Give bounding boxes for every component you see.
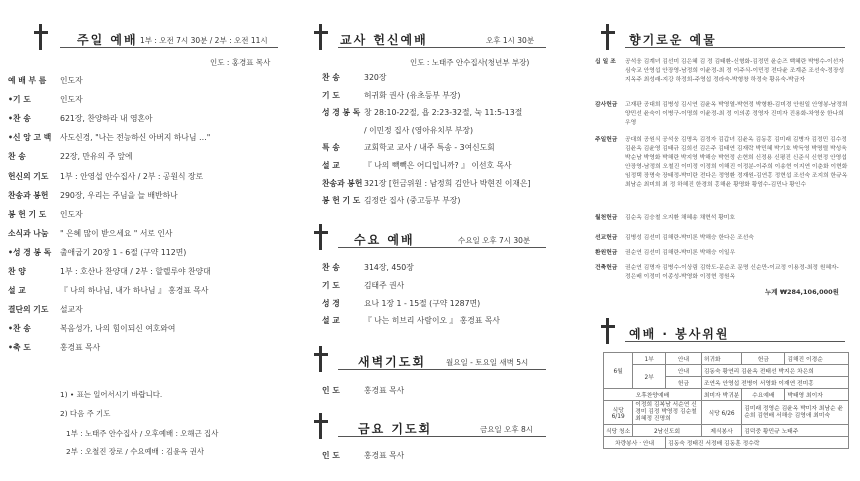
teacher-leader: 인도 : 노태주 안수집사(청년부 부장) xyxy=(410,58,530,67)
order-text: 314장, 450장 xyxy=(364,263,414,272)
service-cell: 안내 xyxy=(666,365,702,377)
fund-name: 환원헌금 xyxy=(595,250,618,256)
order-label: 인 도 xyxy=(322,386,340,395)
note-line: 2) 다음 주 기도 xyxy=(60,409,111,418)
cross-icon xyxy=(34,24,48,50)
service-cell: 식당 6/19 xyxy=(604,401,633,425)
wednesday-time: 수요일 오후 7시 30분 xyxy=(458,236,531,245)
order-label: 소식과 나눔 xyxy=(8,228,49,238)
order-text: 1부 : 호산나 찬양대 / 2부 : 할렐루야 찬양대 xyxy=(60,267,211,276)
service-cell: 2부 xyxy=(633,365,666,389)
order-text: 김정란 집사 (중고등부 부장) xyxy=(364,196,461,206)
order-text: 321장 [헌금위원 : 남정희 김안나 박현진 이재은] xyxy=(364,178,531,188)
order-label: 헌신의 기도 xyxy=(8,171,49,181)
order-item xyxy=(322,160,512,171)
order-label: 찬송과 봉헌 xyxy=(8,190,49,200)
service-cell: 식당 6/26 xyxy=(701,401,741,425)
order-text: 홍경표 목사 xyxy=(364,386,405,395)
note-line: 2부 : 오철진 장로 / 수요예배 : 김윤옥 권사 xyxy=(66,447,205,456)
service-title: 예배 · 봉사위원 xyxy=(629,327,730,341)
order-label: 찬송과 봉헌 xyxy=(322,178,363,188)
order-label: 예 배 부 름 xyxy=(8,76,47,85)
order-item xyxy=(322,125,473,136)
order-item xyxy=(322,450,404,461)
order-label: •기 도 xyxy=(8,95,31,105)
divider xyxy=(625,47,845,48)
cross-icon xyxy=(314,413,328,439)
order-text: 홍경표 목사 xyxy=(60,343,101,353)
order-item xyxy=(322,90,460,101)
divider xyxy=(338,47,546,48)
wednesday-title: 수요 예배 xyxy=(354,233,415,247)
order-text: 출애굽기 20장 1 - 6절 (구약 112면) xyxy=(60,247,187,257)
dawn-time: 월요일 - 토요일 새벽 5시 xyxy=(446,358,529,367)
service-cell: 헌금 xyxy=(742,353,785,365)
order-text: " 은혜 많이 받으세요 " 서로 인사 xyxy=(60,228,173,238)
order-text: 홍경표 목사 xyxy=(364,451,405,460)
order-item xyxy=(322,72,386,83)
fund-donors: 고재판 공대희 김병성 김시연 김윤옥 박영열-박현정 박형환-김미경 안원일 안영봉-남정희 양민선 윤숙이 이병구-이명희 이윤정-최 정 이의종 정영자 진미자 진용화-차영웅 한나희 우영 xyxy=(625,102,848,126)
order-item xyxy=(322,298,480,309)
fund-donors: 권순연 김명자 김병수-이상림 김학도-문순조 문명 신순만-이교정 이용정-최정 원혜자-정은배 이정미 이종성-박영화 이정현 정원옥 xyxy=(625,265,839,280)
weekday-worship-column xyxy=(300,0,570,481)
order-item xyxy=(322,195,460,206)
note-line: 1부 : 노태주 안수집사 / 오후예배 : 오해근 집사 xyxy=(66,429,219,438)
service-cell: 제식봉사 xyxy=(701,425,741,437)
order-item xyxy=(322,385,404,396)
service-table xyxy=(603,352,849,449)
service-cell: 허귀화 xyxy=(701,353,741,365)
order-label: 설 교 xyxy=(322,316,340,326)
service-cell: 김덕중 황민규 노태주 xyxy=(742,425,849,437)
cross-icon xyxy=(314,24,328,50)
fund-name: 주일헌금 xyxy=(595,137,618,143)
order-item xyxy=(8,266,211,277)
order-text: 설교자 xyxy=(60,305,83,315)
order-label: 찬 송 xyxy=(8,152,26,162)
order-item xyxy=(322,262,414,273)
divider xyxy=(60,47,278,48)
order-text: 복음성가, 나의 힘이되신 여호와여 xyxy=(60,324,176,334)
order-label: 봉 헌 기 도 xyxy=(8,209,47,219)
fund-name: 선교헌금 xyxy=(595,235,618,241)
service-cell: 1부 xyxy=(633,353,666,365)
order-label: 설 교 xyxy=(8,286,26,296)
order-label: 찬 양 xyxy=(8,267,26,276)
order-item xyxy=(8,247,186,258)
order-label: 결단의 기도 xyxy=(8,305,49,315)
order-text: 『 나의 하나님, 내가 하나님 』 홍경표 목사 xyxy=(60,286,209,296)
month-cell: 6월 xyxy=(604,353,633,389)
order-label: 인 도 xyxy=(322,451,340,460)
service-cell: 안내 xyxy=(666,353,702,365)
order-text: 320장 xyxy=(364,73,387,82)
cross-icon xyxy=(314,224,328,250)
friday-time: 금요일 오후 8시 xyxy=(480,425,534,434)
order-label: 찬 송 xyxy=(322,73,340,82)
fund-donors: 권순연 김선미 김해란-박미론 박해승 이일우 xyxy=(625,250,736,256)
service-cell: 김동숙 정태진 서정배 김동훈 정수락 xyxy=(666,437,849,449)
order-label: 기 도 xyxy=(322,90,340,100)
cross-icon xyxy=(601,24,615,50)
order-text: 621장, 찬양하라 내 영혼아 xyxy=(60,114,153,124)
order-text: 교회학교 교사 / 내주 특송 - 3여신도회 xyxy=(364,143,495,153)
service-cell: 김미래 정영순 김윤옥 박미자 최남순 윤순희 김현배 서해승 김영애 최미숙 xyxy=(742,401,849,425)
divider xyxy=(338,247,546,248)
order-item xyxy=(322,315,500,326)
order-item xyxy=(322,142,495,153)
dawn-title: 새벽기도회 xyxy=(358,355,426,369)
service-cell: 박태영 최이자 xyxy=(785,389,849,401)
order-label: 기 도 xyxy=(322,280,340,290)
order-label: 성 경 xyxy=(322,298,340,308)
service-cell: 헌금 xyxy=(666,377,702,389)
order-label: •신 앙 고 백 xyxy=(8,133,52,143)
teacher-time: 오후 1시 30분 xyxy=(486,36,535,45)
service-cell: 식당 청소 xyxy=(604,425,633,437)
order-label: 성 경 봉 독 xyxy=(322,108,361,118)
order-item xyxy=(8,132,210,143)
order-item xyxy=(8,94,83,105)
fund-donors: 공석웅 김계녀 김선미 김은혜 김 정 김태환-신형화-김정민 윤순즈 백혜란 박병수-이선자 심숙교 안영섭 안장영-남정희 이윤정-최 정 이주식-이민정 전다윤 조계준 조선숙-정장성 지옥주 최성래-지강 하정희-주영섭 정라숙-박형창 하정숙 황유숙-박금자 xyxy=(625,59,845,83)
offering-title: 향기로운 예물 xyxy=(629,33,717,47)
friday-title: 금요 기도회 xyxy=(358,422,433,436)
order-item xyxy=(8,304,83,315)
order-text: 창 28:10-22절, 욥 2:23-32절, 눅 11:5-13절 xyxy=(364,108,523,118)
order-label: 특 송 xyxy=(322,143,340,153)
service-cell: 김동숙 황연리 김윤옥 전태선 박지은 차은희 xyxy=(701,365,848,377)
service-cell: 이정희 김복남 서순연 신경미 김정 박영정 김순철 최혜정 진명희 xyxy=(633,401,702,425)
offering-total: 누계 ₩284,106,000원 xyxy=(765,288,839,296)
order-text: 『 나의 빽빽은 어디입니까? 』 이선호 목사 xyxy=(364,161,512,170)
sunday-leader: 인도 : 홍경표 목사 xyxy=(210,58,271,67)
order-label: 찬 송 xyxy=(322,263,340,272)
service-cell: 오후찬양예배 xyxy=(604,389,702,401)
order-text: 허귀화 권사 (유초등부 부장) xyxy=(364,90,461,100)
order-text: 인도자 xyxy=(60,95,83,105)
order-text: 요나 1장 1 - 15절 (구약 1287면) xyxy=(364,298,481,308)
service-cell: 최미자 박귀분 xyxy=(701,389,741,401)
service-cell: 조연옥 안영섭 전병이 서영화 이재연 전미홍 xyxy=(701,377,848,389)
cross-icon xyxy=(314,346,328,372)
sunday-worship-column xyxy=(0,0,290,481)
order-label: 봉 헌 기 도 xyxy=(322,196,361,206)
order-label: •성 경 봉 독 xyxy=(8,247,52,257)
fund-name: 십 일 조 xyxy=(595,59,616,65)
order-label: •축 도 xyxy=(8,343,31,353)
order-text: 김태주 권사 xyxy=(364,280,405,290)
divider xyxy=(625,341,845,342)
service-cell: 차량봉사 · 안내 xyxy=(604,437,666,449)
order-item xyxy=(322,178,531,189)
order-text: 인도자 xyxy=(60,76,83,85)
service-cell: 2남신도회 xyxy=(633,425,702,437)
sunday-title: 주일 예배 xyxy=(77,33,138,47)
order-item xyxy=(8,190,178,201)
teacher-title: 교사 헌신예배 xyxy=(340,33,428,47)
order-item xyxy=(8,171,203,182)
order-item xyxy=(8,151,133,162)
fund-name: 건축헌금 xyxy=(595,265,618,271)
order-item xyxy=(322,107,522,118)
fund-name: 감사헌금 xyxy=(595,102,618,108)
order-label: •찬 송 xyxy=(8,114,31,124)
order-label: •찬 송 xyxy=(8,324,31,334)
fund-donors: 김순옥 김승철 오지환 채혜송 채현석 황미호 xyxy=(625,215,736,221)
order-text: 인도자 xyxy=(60,209,83,219)
sunday-time: 1부 : 오전 7시 30분 / 2부 : 오전 11시 xyxy=(140,36,268,45)
fund-name: 월천헌금 xyxy=(595,215,618,221)
order-text: 사도신경, "나는 전능하신 아버지 하나님 …" xyxy=(60,133,211,143)
order-text: 290장, 우리는 주님을 늘 배반하나 xyxy=(60,190,178,200)
order-text: / 이민정 집사 (영아유치부 부장) xyxy=(364,125,474,135)
order-item xyxy=(322,280,404,291)
divider xyxy=(338,369,546,370)
divider xyxy=(338,436,546,437)
order-item xyxy=(8,209,83,220)
fund-donors: 김병성 김선미 김해란-박미론 박해승 한다은 조선숙 xyxy=(625,235,754,241)
order-item xyxy=(8,285,208,296)
order-item xyxy=(8,113,153,124)
order-item xyxy=(8,323,175,334)
service-cell: 수요예배 xyxy=(742,389,785,401)
order-item xyxy=(8,342,100,353)
order-item xyxy=(8,75,83,86)
offering-column xyxy=(585,0,860,481)
note-line: 1) • 표는 일어서시기 바랍니다. xyxy=(60,390,163,399)
order-text: 『 나는 히브리 사람이오 』 홍경표 목사 xyxy=(364,316,500,326)
order-text: 22장, 만유의 주 앞에 xyxy=(60,152,133,162)
cross-icon xyxy=(601,318,615,344)
service-cell: 김해진 이경순 xyxy=(785,353,849,365)
order-label: 설 교 xyxy=(322,161,340,170)
order-item xyxy=(8,228,172,239)
order-text: 1부 : 안영섭 안수집사 / 2부 : 공원식 장로 xyxy=(60,171,204,181)
fund-donors: 공대희 공원식 공석웅 김명옥 김정자 김갑녀 김윤옥 김동홍 김미래 김병자 김정민 김수정 김윤옥 김윤영 김태규 김희선 김은주 김태연 김재락 박민혜 박기호 박득영 박명렬 박성욱 박순남 박영화 박해란 박지영 박해승 박현정 손현희 신정용 신평진 신준식 신현정 안영섭 안장영-남정희 오철진 이미정 이정희 이해진 이정분-이주희 이송현 이지연 이춘화 이현화 임정택 장명숙 장태정-박미란 전다은 정영환 정재원-김연홍 정현섭 조선숙 조지희 한규옥 최남순 최미희 최 정 하헤진 한경희 홍해윤 황명화 황엄수-김민나 황인수 xyxy=(625,137,848,188)
